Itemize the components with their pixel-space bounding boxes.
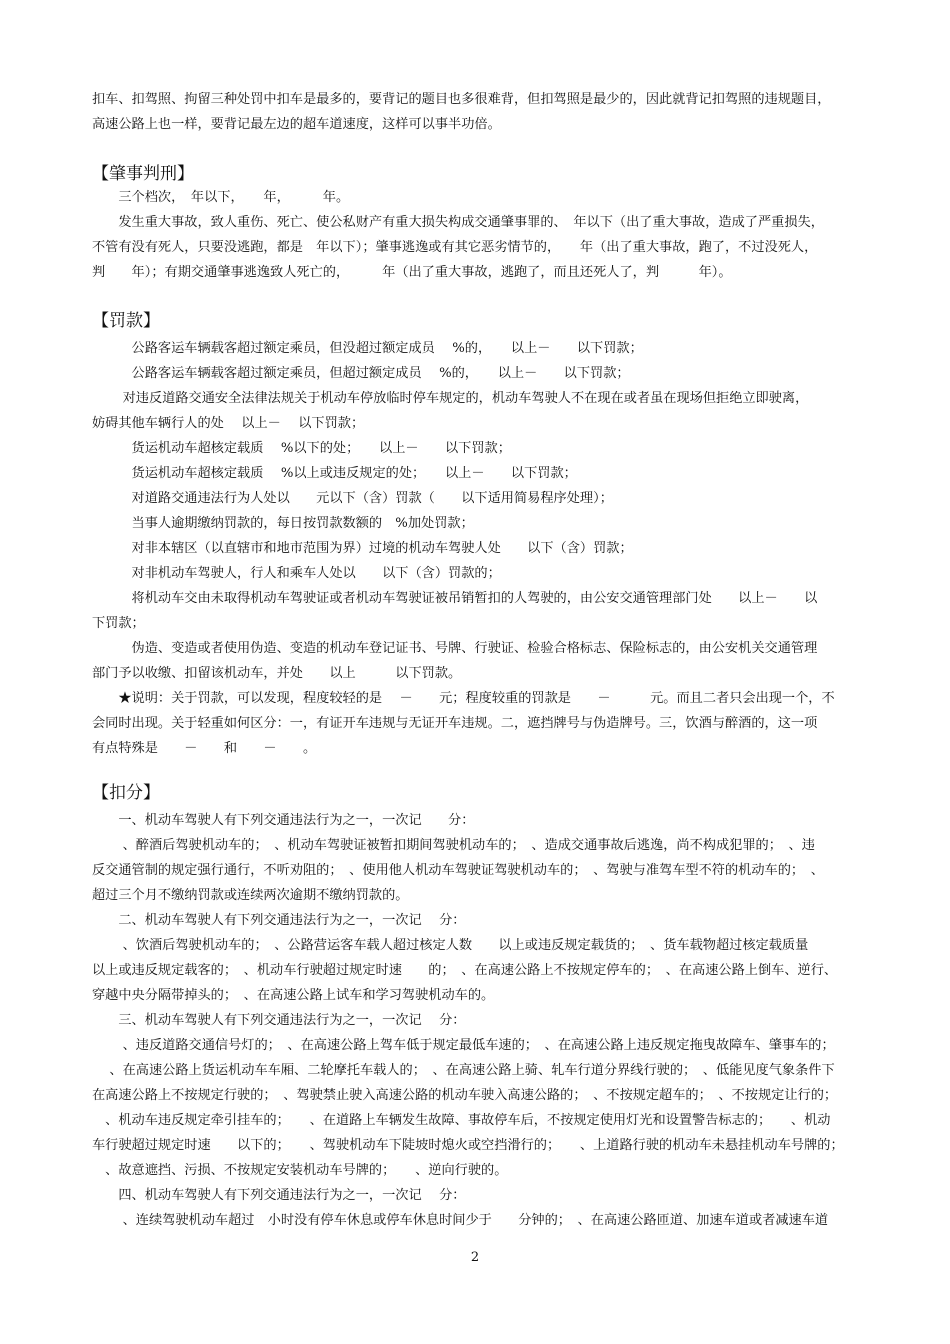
sentencing-paragraph — [92, 185, 892, 285]
text-line: 对非本辖区（以直辖市和地市范围为界）过境的机动车驾驶人处 以下（含）罚款； — [92, 541, 633, 556]
text-line: 、连续驾驶机动车超过 小时没有停车休息或停车休息时间少于 分钟的； 、在高速公路匝道、加速车道或者减速车道 — [92, 1213, 829, 1228]
text-line: 妨碍其他车辆行人的处 以上－ 以下罚款； — [92, 416, 365, 431]
text-line: 在高速公路上不按规定行驶的； 、驾驶禁止驶入高速公路的机动车驶入高速公路的； 、不按规定超车的； 、不按规定让行的； — [92, 1088, 838, 1103]
text-line: 公路客运车辆载客超过额定乘员，但没超过额定成员 %的， 以上－ 以下罚款； — [92, 341, 643, 356]
fines-paragraph — [92, 336, 892, 761]
text-line: 伪造、变造或者使用伪造、变造的机动车登记证书、号牌、行驶证、检验合格标志、保险标志的，由公安机关交通管理 — [92, 641, 818, 656]
text-line: 高速公路上也一样，要背记最左边的超车道速度，这样可以事半功倍。 — [92, 117, 501, 132]
text-line: 对违反道路交通安全法律法规关于机动车停放临时停车规定的，机动车驾驶人不在现在或者虽在现场但拒绝立即驶离， — [92, 391, 809, 406]
text-line: 将机动车交由未取得机动车驾驶证或者机动车驾驶证被吊销暂扣的人驾驶的，由公安交通管理部门处 以上－ 以 — [92, 591, 818, 606]
text-line: 以上或违反规定载客的； 、机动车行驶超过规定时速 的； 、在高速公路上不按规定停车的； 、在高速公路上倒车、逆行、 — [92, 963, 838, 978]
section-heading-fines: 【罚款】 — [92, 311, 160, 331]
points-paragraph — [92, 808, 892, 1233]
page-number: 2 — [470, 1250, 480, 1265]
section-heading-points: 【扣分】 — [92, 783, 160, 803]
text-line: 会同时出现。关于轻重如何区分：一，有证开车违规与无证开车违规。二，遮挡牌号与伪造牌号。三，饮酒与醉酒的，这一项 — [92, 716, 818, 731]
text-line: 四、机动车驾驶人有下列交通违法行为之一，一次记 分： — [92, 1188, 466, 1203]
text-line: 二、机动车驾驶人有下列交通违法行为之一，一次记 分： — [92, 913, 466, 928]
text-line: 部门予以收缴、扣留该机动车，并处 以上 以下罚款。 — [92, 666, 462, 681]
text-line: ★说明：关于罚款，可以发现，程度较轻的是 － 元；程度较重的罚款是 － 元。而且二者只会出现一个，不 — [92, 691, 835, 706]
text-line: 货运机动车超核定载质 %以下的处； 以上－ 以下罚款； — [92, 441, 511, 456]
text-line: 车行驶超过规定时速 以下的； 、驾驶机动车下陡坡时熄火或空挡滑行的； 、上道路行驶的机动车未悬挂机动车号牌的； — [92, 1138, 844, 1153]
section-heading-sentencing: 【肇事判刑】 — [92, 164, 194, 184]
text-line: 穿越中央分隔带掉头的； 、在高速公路上试车和学习驾驶机动车的。 — [92, 988, 495, 1003]
text-line: 对非机动车驾驶人，行人和乘车人处以 以下（含）罚款的； — [92, 566, 501, 581]
text-line: 公路客运车辆载客超过额定乘员，但超过额定成员 %的， 以上－ 以下罚款； — [92, 366, 630, 381]
text-line: 超过三个月不缴纳罚款或连续两次逾期不缴纳罚款的。 — [92, 888, 409, 903]
text-line: 下罚款； — [92, 616, 145, 631]
text-line: 有点特殊是 － 和 － 。 — [92, 741, 317, 756]
text-line: 发生重大事故，致人重伤、死亡、使公私财产有重大损失构成交通肇事罪的、 年以下（出了重大事故，造成了严重损失， — [92, 215, 824, 230]
text-line: 三个档次， 年以下， 年， 年。 — [92, 190, 350, 205]
text-line: 货运机动车超核定载质 %以上或违反规定的处； 以上－ 以下罚款； — [92, 466, 577, 481]
text-line: 、故意遮挡、污损、不按规定安装机动车号牌的； 、逆向行驶的。 — [92, 1163, 508, 1178]
text-line: 、违反道路交通信号灯的； 、在高速公路上驾车低于规定最低车速的； 、在高速公路上违反规定拖曳故障车、肇事车的； — [92, 1038, 835, 1053]
text-line: 、机动车违反规定牵引挂车的； 、在道路上车辆发生故障、事故停车后，不按规定使用灯光和设置警告标志的； 、机动 — [92, 1113, 831, 1128]
text-line: 三、机动车驾驶人有下列交通违法行为之一，一次记 分： — [92, 1013, 466, 1028]
text-line: 、饮酒后驾驶机动车的； 、公路营运客车载人超过核定人数 以上或违反规定载货的； 、货车载物超过核定载质量 — [92, 938, 809, 953]
intro-paragraph — [92, 87, 892, 137]
text-line: 、醉酒后驾驶机动车的； 、机动车驾驶证被暂扣期间驾驶机动车的； 、造成交通事故后逃逸，尚不构成犯罪的； 、违 — [92, 838, 815, 853]
text-line: 判 年）；有期交通肇事逃逸致人死亡的， 年（出了重大事故，逃跑了，而且还死人了，判 年）。 — [92, 265, 732, 280]
text-line: 当事人逾期缴纳罚款的，每日按罚款数额的 %加处罚款； — [92, 516, 474, 531]
text-line: 不管有没有死人，只要没逃跑，都是 年以下）；肇事逃逸或有其它恶劣情节的， 年（出了重大事故，跑了，不过没死人， — [92, 240, 818, 255]
text-line: 一、机动车驾驶人有下列交通违法行为之一，一次记 分： — [92, 813, 475, 828]
text-line: 扣车、扣驾照、拘留三种处罚中扣车是最多的，要背记的题目也多很难背，但扣驾照是最少的，因此就背记扣驾照的违规题目， — [92, 92, 831, 107]
text-line: 反交通管制的规定强行通行，不听劝阻的； 、使用他人机动车驾驶证驾驶机动车的； 、驾驶与准驾车型不符的机动车的； 、 — [92, 863, 824, 878]
text-line: 、在高速公路上货运机动车车厢、二轮摩托车载人的； 、在高速公路上骑、轧车行道分界线行驶的； 、低能见度气象条件下 — [92, 1063, 835, 1078]
text-line: 对道路交通违法行为人处以 元以下（含）罚款（ 以下适用简易程序处理）； — [92, 491, 613, 506]
